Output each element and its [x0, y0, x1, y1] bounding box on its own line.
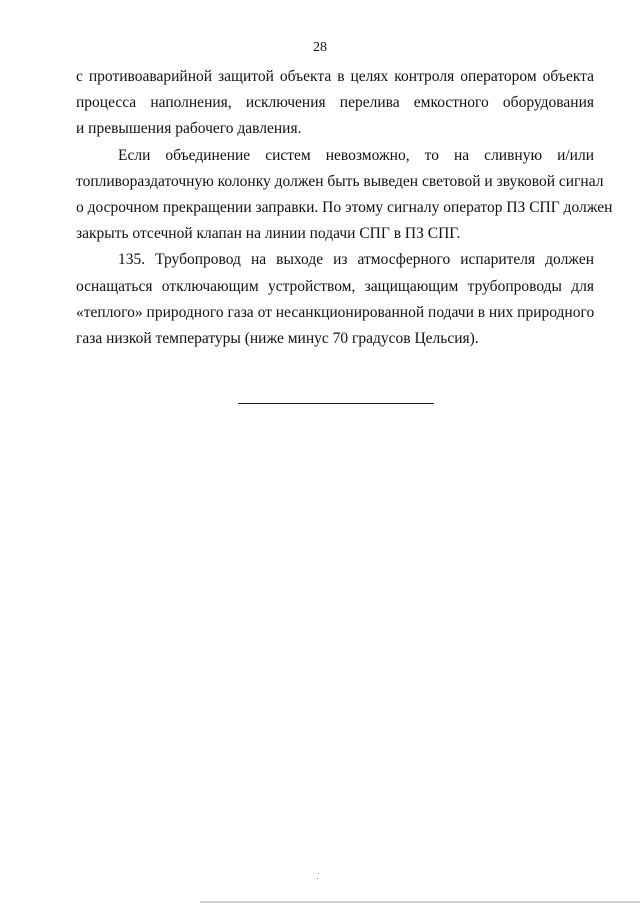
- text-line: о досрочном прекращении заправки. По этому сигналу оператор ПЗ СПГ должен: [76, 198, 613, 216]
- scan-speck: [318, 873, 319, 874]
- text-line: с противоаварийной защитой объекта в целях контроля оператором объекта: [76, 68, 594, 85]
- text-line: и превышения рабочего давления.: [76, 120, 302, 138]
- paragraph-1: [76, 64, 594, 143]
- scan-bottom-edge: [200, 901, 640, 903]
- text-line: Если объединение систем невозможно, то на сливную и/или: [118, 146, 594, 164]
- scan-speck: [317, 878, 318, 879]
- page-number: 28: [313, 40, 327, 55]
- document-body: [76, 64, 613, 352]
- text-line: топливораздаточную колонку должен быть выведен световой и звуковой сигнал: [76, 172, 604, 190]
- end-separator-line: [238, 403, 434, 404]
- text-line: газа низкой температуры (ниже минус 70 градусов Цельсия).: [76, 329, 479, 347]
- text-line: процесса наполнения, исключения перелива емкостного оборудования: [76, 94, 594, 112]
- text-line: оснащаться отключающим устройством, защищающим трубопроводы для: [76, 277, 594, 295]
- paragraph-3: [76, 247, 594, 352]
- text-line: «теплого» природного газа от несанкционированной подачи в них природного: [76, 303, 595, 321]
- text-line: закрыть отсечной клапан на линии подачи СПГ в ПЗ СПГ.: [76, 225, 461, 243]
- paragraph-2: [76, 143, 613, 248]
- text-line: 135. Трубопровод на выходе из атмосферного испарителя должен: [118, 251, 594, 269]
